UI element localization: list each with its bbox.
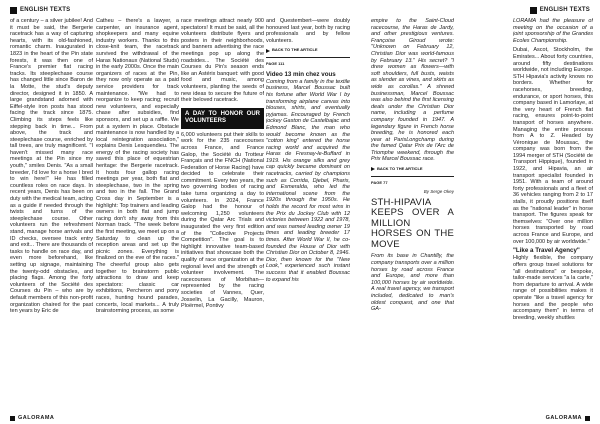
page-footer: [0, 410, 600, 424]
header-left: [10, 5, 70, 15]
back-to-article-link-2[interactable]: [371, 166, 454, 173]
header-right-label: ENGLISH TEXTS: [539, 7, 590, 13]
square-icon: [10, 416, 15, 421]
section-heading: Video 13 min chez vous: [266, 70, 336, 78]
back-to-article-link-1[interactable]: [266, 47, 350, 54]
column-6-text-1: LORAMA had the pleasure of meeting on the occasion of a joint sponsorship of the Grandes Ecoles Championship.: [513, 18, 593, 44]
column-5: [371, 18, 454, 408]
column-5-text-1: empire to the Saint-Cloud racecourse, the Haras de Jardy, and other prestigious ventures. Françoise Giroud wrote: "Unknown on February 12, Christian Dior was world-famous by February 13." His secret? "I drew women as flowers—with soft shoulders, full busts, waists as slender as vines, and skirts as wide as corollas." A shrewd businessman, Marcel Boussac was also behind the first licensing deals under the Christian Dior name, including a perfume company founded in 1947. A legendary figure in French horse breeding, he is honored each year at ParisLongchamp during the famed Qatar Prix de l'Arc de Triomphe weekend, through the Prix Marcel Boussac race.: [371, 18, 454, 163]
arrow-right-icon: [266, 49, 270, 53]
header-left-label: ENGLISH TEXTS: [20, 7, 71, 13]
back-to-article-label: BACK TO THE ARTICLE: [377, 166, 423, 172]
square-icon: [10, 7, 17, 14]
volunteers-box-title: A DAY TO HONOR OUR VOLUNTEERS: [181, 108, 264, 129]
column-2-text: Catheu – there's a lawyer, a carpenter, an insurance agent, shopkeepers and many equine industry workers. Thanks to this close-knit team, the racetrack survived the withdrawal of the Haras Nationaux (National Studs) in the early 2000s. Once the main organizers of races at the Pin, they now only operate as a paid service providers for track maintenance. "We had to reorganize to keep racing; recruit new volunteers, and especially chase after subsidies, find sponsors, and set up a raffle. We put a system in place. Obstacle maintenance is now handled by a local reintegration association," explains Denis Lesquendieu. The energy of the racing society has saved this place of equestrian heritage: the Bergerie racetrack. It hosts four gallop racing meetings per year, both flat and steeplechase, two in the spring and two in the fall. The Grand Cross day in September is a highlight: Top trainers and leading owners in both flat and jump racing don't shy away from this Norman track. "The week before the first meeting, we meet up on a Saturday to clean up the reception areas and set up the picnic zones. Everything is finalized on the eve of the races." The cheerful group also gets together to brainstorm public attractions to draw and keep spectators: classic car exhibitions, Percheron and pony races, hunting hound parades, concerts, local markets... A truly brainstorming process, as some: [96, 18, 179, 315]
square-icon: [530, 7, 537, 14]
byline: By Serge Okey: [423, 189, 454, 195]
column-4-text-1: and Questembert—were doubly honoured last year, both by racing professionals and by fellow volunteers.: [266, 18, 350, 44]
square-icon: [585, 416, 590, 421]
article-title: STH-HIPAVIA KEEPS OVER A MILLION HORSES ON THE MOVE: [371, 196, 454, 250]
column-3: [181, 18, 264, 408]
arrow-right-icon: [371, 167, 375, 171]
column-1: [10, 18, 93, 408]
column-3-text-2: 6,000 volunteers put their skills to work for the 235 racecourses across France, and France Galop, the Société du Trotteur Français and the FNCH (National Federation of Horse Racing) have decided to celebrate their commitment. Every two years, the two governing bodies of racing take turns organizing a day to volunteers. In 2024, France Galop had the honour of welcoming 1,250 volunteers during the Qatar Arc Trials and inaugurated the very first edition of the "Collective Projects Competition". The goal is to highlight innovative team-based initiatives that showcase both the quality of race organization at the regional level and the strength of volunteer involvement. The racecourses of Morbihan—represented by the racing societies of Vannes, Quer, Josselin, La Gacilly, Mauron, Ploërmel, Pontivy: [181, 131, 264, 310]
column-6-text-3: Highly flexible, the company offers group travel solutions for "all destinations" or bespoke, tailor-made services "a la carte," from departure to arrival. A wide range of possibilities makes it operate "like a travel agency for horses and the people who accompany them" in terms of breeding, weekly shuttles: [513, 255, 593, 321]
column-4: [266, 18, 350, 408]
column-6-text-2: Dubai, Ascot, Stockholm, the Emirates... About forty countries, around fifty destinations worldwide, not including Europe. STH Hipavia's activity knows no borders. Whether for racehorses, breeding, endurance, or sport horses, this company based in Lamorlaye, at the very heart of French flat racing, ensures point-to-point transport of horses anywhere. Managing the entire process from A to Z. Headed by Véronique de Moussac, the company was born from the 1994 merger of STH (Société de Transport Hippique), founded in 1922, and Hipavia, an air transport specialist founded in 1951. With a team of around forty professionals and a fleet of 36 vehicles ranging from 2 to 17 stalls, it proudly positions itself as the "national leader" in horse transport. The figures speak for themselves: "Over one million horses transported by road across France and Europe, and over 100,000 by air worldwide.": [513, 47, 593, 245]
column-4-text-2: Coming from a family in the textile business, Marcel Boussac built his fortune after World War I by transforming airplane canvas into blouses, shirts, and eventually pyjamas. Encouraged by French jockey Gaston de Castelbajac and Edmond Blanc, the man who would become known as the "cotton king" entered the horse racing world and acquired the Haras de Fresnay-le-Buffard in 1919. His orange silks and grey cap quickly became dominant on racetracks, carried by champions such as Corrida, Djebel, Pharis, and Esmeralda, who led the international scene from the 1920s through the 1950s. He holds the record for most wins in the Prix du Jockey Club with 12 victories between 1922 and 1978, and was named leading owner 19 times and leading breeder 17 times. After World War II, he co-founded the House of Dior with Christian Dior on October 8, 1946. Dior, then known for the "New Look," experienced such instant success that it enabled Boussac to expand his: [266, 78, 350, 283]
footer-left-label: GALORAMA: [18, 415, 55, 421]
column-5-text-2: From its base in Chantilly, the company transports over a million horses by road across France and Europe, and more than 100,000 horses by air worldwide. A real travel agency, we transport included, dedicated to man's oldest conquest, and one that GA-: [371, 253, 454, 313]
page-header: [0, 0, 600, 20]
divider: [266, 57, 350, 58]
column-3-text-1: race meetings attract nearly 900 spectators! It must be said, all the volunteers distribute flyers and posters in their neighborhoods, and banners advertising the race meetings pop up along the roadsides... The Société des Courses du Pin's season ends like an Astérix banquet: with good food and music, among volunteers, planting the seeds of new ideas to secure the future of their beloved racetrack.: [181, 18, 264, 104]
page-tag: PAGE 111: [266, 60, 285, 66]
footer-left: [10, 415, 54, 421]
subheading: "Like a Travel Agency": [513, 247, 580, 255]
column-6: [513, 18, 593, 408]
back-to-article-label: BACK TO THE ARTICLE: [272, 47, 318, 53]
divider: [371, 176, 454, 177]
column-1-text: of a century – a silver jubilee! And it must be said, the Bergerie racetrack has a way of capturing hearts, with its old-fashioned, romantic charm. Inaugurated in 1823 in the heart of the Pin state forests, it was then one of France's premier flat racing tracks. Its steeplechase course has changed little since Baron de la Motte, the stud's deputy director, designed it in 1850. A large grandstand adorned with Eiffel-style iron posts has stood facing the track since 1875. Climbing its steps feels like stepping back in time... From above, the track and steeplechase course, enriched by tall trees, are truly magnificent. "I haven't missed many race meetings at the Pin since my youth," smiles Denis. "As a small breeder, I'd love for a horse I bred to win here!" He has filled countless roles on race days. In recent years, Denis has been on duty with the medical team, acting as a guide if needed through the twists and turns of the steeplechase course. Other volunteers run the refreshment stand, manage horse arrivals and ID checks, oversee track entry and exit... There are thousands of tasks to handle on race day, and even more beforehand, like setting up signage, maintaining the twenty-odd obstacles, and placing flags. Among the forty volunteers of the Société des Courses du Pin – who are by default members of this non-profit organization chaired for the past ten years by Eric de: [10, 18, 93, 315]
page-tag: PAGE 77: [371, 179, 388, 185]
header-right: [530, 5, 590, 15]
column-2: [96, 18, 179, 408]
footer-right-label: GALORAMA: [545, 415, 582, 421]
footer-right: [546, 415, 590, 421]
